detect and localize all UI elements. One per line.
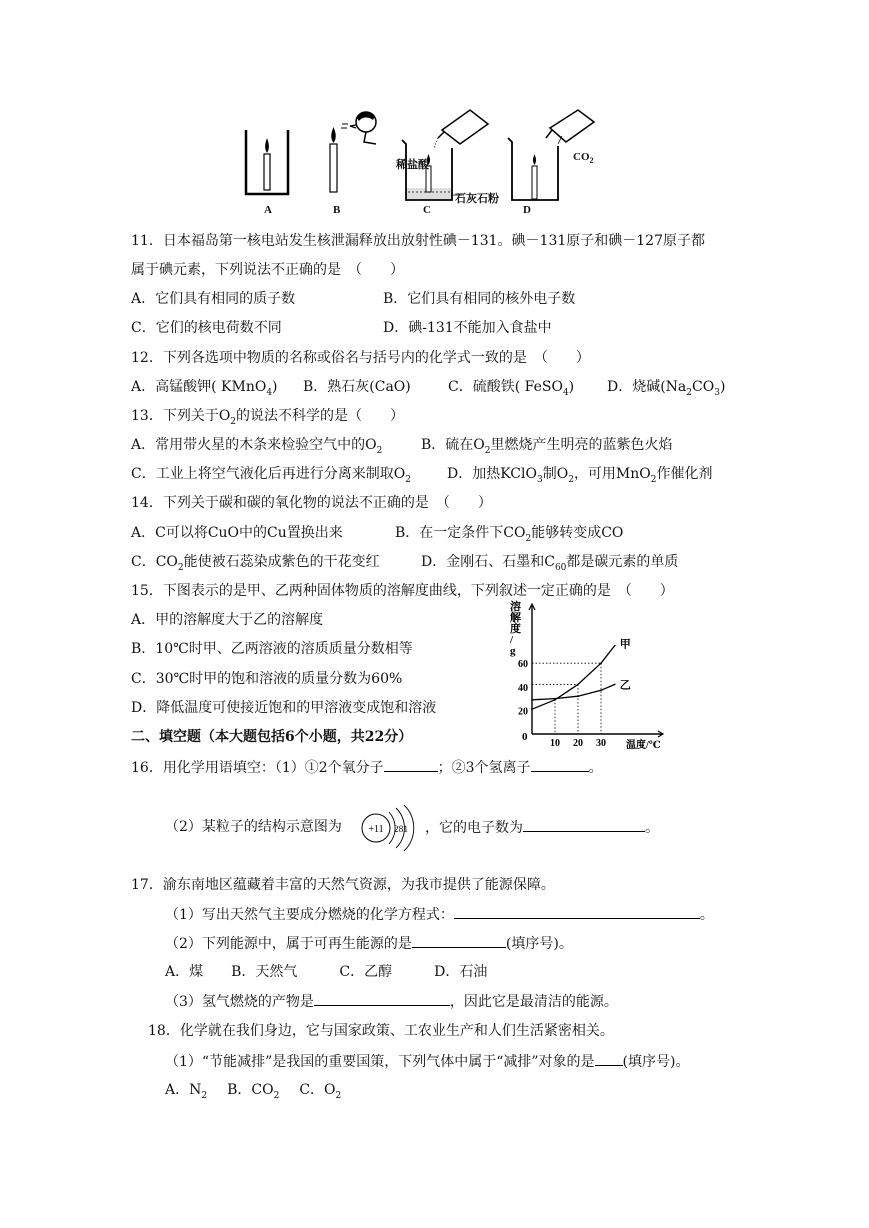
q16-line2-pre: （2）某粒子的结构示意图为 <box>165 819 342 835</box>
q17-stem: 17．渝东南地区蕴藏着丰富的天然气资源，为我市提供了能源保障。 <box>131 877 555 893</box>
figure-label-c: C <box>423 204 431 216</box>
q16-line2-post: ，它的电子数为 。 <box>425 820 659 836</box>
chart-series <box>531 638 631 711</box>
chart-ylabel-char: 溶 <box>510 601 521 613</box>
chart-point <box>600 690 602 692</box>
q17-options: A．煤 B．天然气 C．乙醇 D．石油 <box>165 964 488 980</box>
q11-stem-line2: 属于碘元素，下列说法不正确的是 （ ） <box>131 262 404 278</box>
q17-part3: （3）氢气燃烧的产物是 ，因此它是最清洁的能源。 <box>165 994 618 1010</box>
q13-option-d: D．加热KClO$_3$制$O_2$，可用MnO$_2$作催化剂 <box>447 466 713 485</box>
chart-point <box>600 662 602 664</box>
q18-options: A．$N_2$ B．$CO_2$ C．$O_2$ <box>165 1082 342 1101</box>
chart-x-tick: 20 <box>573 738 583 749</box>
apparatus-b <box>330 112 376 192</box>
chart-point <box>531 708 533 710</box>
q15-option-c: C．30℃时甲的饱和溶液的质量分数为60% <box>131 671 403 687</box>
q16-blank-2[interactable] <box>531 758 589 772</box>
q14-stem: 14．下列关于碳和碳的氧化物的说法不正确的是 （ ） <box>131 495 492 511</box>
q14-option-d: D．金刚石、石墨和$C_{60}$都是碳元素的单质 <box>421 554 679 573</box>
chart-x-tick: 30 <box>596 738 606 749</box>
q17-blank-2[interactable] <box>412 934 506 948</box>
chart-guides <box>532 663 601 734</box>
chart-origin: 0 <box>522 731 528 743</box>
q13-stem: 13．下列关于$O_2$的说法不科学的是（ ） <box>131 408 405 427</box>
chart-axes <box>529 604 663 737</box>
q14-option-b: B．在一定条件下$CO_2$能够转变成CO <box>395 525 624 544</box>
chart-y-tick: 40 <box>518 682 528 694</box>
q11-option-d: D．碘-131不能加入食盐中 <box>383 320 552 336</box>
q17-blank-1[interactable] <box>454 905 700 919</box>
chart-ylabel-char: 解 <box>510 612 521 624</box>
q11-option-c: C．它们的核电荷数不同 <box>131 320 282 336</box>
q11-stem-line1: 11．日本福岛第一核电站发生核泄漏释放出放射性碘－131。碘－131原子和碘－127原子都 <box>131 233 705 249</box>
chart-y-tick: 60 <box>518 659 528 671</box>
q15-stem: 15．下图表示的是甲、乙两种固体物质的溶解度曲线，下列叙述一定正确的是 （ ） <box>131 583 674 599</box>
chart-point <box>531 699 533 701</box>
q14-option-a: A．C可以将CuO中的Cu置换出来 <box>131 525 343 541</box>
chart-point <box>577 695 579 697</box>
q18-part1: （1）“节能减排”是我国的重要国策，下列气体中属于“减排”对象的是 (填序号)。 <box>165 1054 690 1070</box>
chart-point <box>614 684 616 686</box>
figure-label-b: B <box>333 204 341 216</box>
chart-y-tick: 20 <box>518 706 528 718</box>
q13-option-a: A．常用带火星的木条来检验空气中的$O_2$ <box>131 437 383 456</box>
section-2-title: 二、填空题（本大题包括6个小题，共22分） <box>131 729 413 745</box>
chart-ylabel <box>509 600 522 657</box>
q12-option-c: C．硫酸铁( FeSO$_4$) <box>448 379 575 398</box>
svg-text:2 8 1: 2 8 1 <box>394 824 407 834</box>
solubility-chart <box>508 600 668 752</box>
q12-option-a: A．高锰酸钾( KMnO$_4$) <box>131 379 278 398</box>
q16-line1: 16．用化学用语填空：（1）①2个氧分子 ；②3个氢离子 。 <box>131 760 603 776</box>
q11-option-a: A．它们具有相同的质子数 <box>131 291 296 307</box>
q17-part2: （2）下列能源中，属于可再生能源的是 (填序号)。 <box>165 936 573 952</box>
q13-option-c: C．工业上将空气液化后再进行分离来制取$O_2$ <box>131 466 411 485</box>
figure-label-a: A <box>264 204 272 216</box>
q15-option-d: D．降低温度可使接近饱和的甲溶液变成饱和溶液 <box>131 700 437 716</box>
q12-option-d: D．烧碱$(Na_2CO_3)$ <box>607 379 726 398</box>
chart-xlabel: 温度/℃ <box>626 740 661 751</box>
q18-blank-1[interactable] <box>595 1052 623 1066</box>
q15-option-a: A．甲的溶解度大于乙的溶解度 <box>131 612 324 628</box>
apparatus-c <box>402 110 488 200</box>
figure-label-d: D <box>523 204 531 216</box>
chart-series-label: 甲 <box>619 638 631 651</box>
acid-label: 稀盐酸 <box>396 159 429 171</box>
chart-point <box>614 645 616 647</box>
apparatus-a <box>246 130 288 194</box>
chart-ylabel-char: g <box>510 645 516 657</box>
q17-blank-3[interactable] <box>314 992 450 1006</box>
q15-option-b: B．10℃时甲、乙两溶液的溶质质量分数相等 <box>131 641 413 657</box>
chart-x-tick: 10 <box>550 738 560 749</box>
q18-stem: 18．化学就在我们身边，它与国家政策、工农业生产和人们生活紧密相关。 <box>148 1023 614 1039</box>
q12-stem: 12．下列各选项中物质的名称或俗名与括号内的化学式一致的是 （ ） <box>131 350 590 366</box>
svg-text:+11: +11 <box>368 824 384 835</box>
q17-part1: （1）写出天然气主要成分燃烧的化学方程式： 。 <box>165 907 714 923</box>
q12-option-b: B．熟石灰(CaO) <box>303 379 411 395</box>
q14-option-c: C．$CO_2$能使被石蕊染成紫色的干花变红 <box>131 554 380 573</box>
atom-structure-diagram <box>356 802 420 854</box>
q13-option-b: B．硫在$O_2$里燃烧产生明亮的蓝紫色火焰 <box>421 437 673 456</box>
chart-point <box>554 698 556 700</box>
chart-ylabel-char: / <box>510 634 514 646</box>
powder-label: 石灰石粉 <box>455 193 499 205</box>
q16-blank-3[interactable] <box>523 818 645 832</box>
chart-point <box>577 684 579 686</box>
chart-ticks <box>518 659 606 749</box>
gas-label: $CO_2$ <box>573 151 594 166</box>
q16-blank-1[interactable] <box>384 758 438 772</box>
chart-series-label: 乙 <box>619 679 631 692</box>
chart-ylabel-char: 度 <box>510 623 521 635</box>
q11-option-b: B．它们具有相同的核外电子数 <box>383 291 576 307</box>
